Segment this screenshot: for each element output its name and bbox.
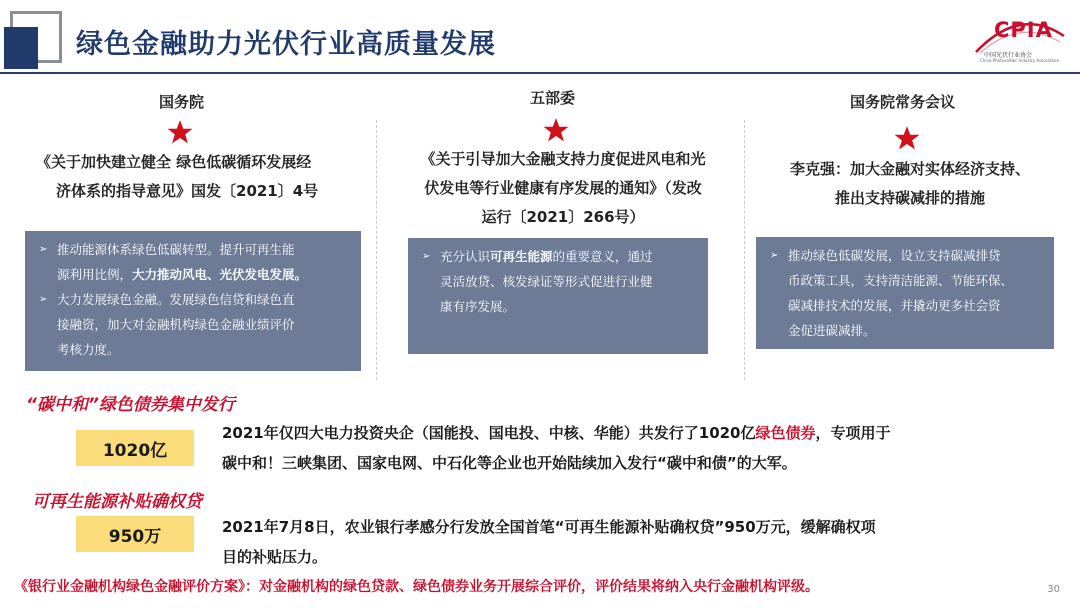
page-number: 30 xyxy=(1047,584,1060,595)
column-3-document-title xyxy=(760,155,1060,213)
bullet-highlight: 可再生能源 xyxy=(490,249,553,264)
bullet-arrow-icon: ➢ xyxy=(39,294,48,305)
description-line: 目的补贴压力。 xyxy=(222,548,328,566)
column-2-document-title xyxy=(398,145,728,232)
bullet-text: 的重要意义，通过 xyxy=(552,249,653,264)
bullet-line xyxy=(57,262,351,287)
bullet-arrow-icon: ➢ xyxy=(770,250,779,261)
bullet-line: 碳减排技术的发展，并撬动更多社会资 xyxy=(788,298,1001,313)
green-bond-section-title: “碳中和”绿色债券集中发行 xyxy=(26,395,235,415)
description-line: 2021年7月8日，农业银行孝感分行发放全国首笔“可再生能源补贴确权贷”950万元，缓解确权项 xyxy=(222,518,876,536)
bullet-line: 考核力度。 xyxy=(57,342,120,357)
bullet-line: 康有序发展。 xyxy=(440,299,516,314)
green-bond-description xyxy=(222,418,1062,478)
document-title-line: 伏发电等行业健康有序发展的通知》（发改 xyxy=(424,179,702,197)
green-bond-highlight: 绿色债券 xyxy=(755,424,816,442)
column-1-source: 国务院 xyxy=(159,93,205,111)
bullet-line: 接融资，加大对金融机构绿色金融业绩评价 xyxy=(57,317,295,332)
document-title-line: 《关于引导加大金融支持力度促进风电和光 xyxy=(420,150,706,168)
column-1-document-title xyxy=(36,148,366,206)
bullet-line: 灵活放贷、核发绿证等形式促进行业健 xyxy=(440,274,653,289)
column-divider xyxy=(376,120,377,380)
header-divider xyxy=(0,72,1080,74)
subsidy-loan-amount-badge: 950万 xyxy=(76,516,194,552)
column-3-summary-panel xyxy=(756,237,1054,349)
bullet-arrow-icon: ➢ xyxy=(39,244,48,255)
bullet-line xyxy=(440,244,698,269)
star-icon xyxy=(167,119,193,145)
description-line xyxy=(222,418,1062,448)
cpia-logo xyxy=(966,10,1076,68)
bullet-line: 币政策工具，支持清洁能源、节能环保、 xyxy=(788,273,1014,288)
star-icon xyxy=(543,117,569,143)
document-title-line: 李克强：加大金融对实体经济支持、 xyxy=(789,160,1030,178)
column-2-summary-panel xyxy=(408,238,708,354)
document-title-line: 《关于加快建立健全 绿色低碳循环发展经 xyxy=(36,153,312,171)
evaluation-scheme-note: 《银行业金融机构绿色金融评价方案》：对金融机构的绿色贷款、绿色债券业务开展综合评价，评价结果将纳入央行金融机构评级。 xyxy=(14,579,819,595)
green-bond-amount-badge: 1020亿 xyxy=(76,430,194,466)
bullet-text: 源利用比例， xyxy=(57,267,133,282)
document-title-line: 济体系的指导意见》国发〔2021〕4号 xyxy=(56,182,319,200)
bullet-highlight: 大力推动风电、光伏发电发展。 xyxy=(132,267,308,282)
logo-text: CPIA xyxy=(994,18,1053,42)
bullet-line: 推动能源体系绿色低碳转型。提升可再生能 xyxy=(57,242,295,257)
logo-chinese-name: 中国光伏行业协会 xyxy=(984,52,1033,59)
column-2-source: 五部委 xyxy=(530,89,576,107)
header-decoration-block xyxy=(4,27,38,69)
bullet-item xyxy=(766,243,1044,343)
subsidy-loan-description xyxy=(222,512,1062,572)
star-icon xyxy=(894,125,920,151)
bullet-line: 推动绿色低碳发展，设立支持碳减排贷 xyxy=(788,248,1001,263)
column-1-summary-panel xyxy=(25,231,361,371)
bullet-line: 大力发展绿色金融。发展绿色信贷和绿色直 xyxy=(57,292,295,307)
bullet-text: 充分认识 xyxy=(440,249,491,264)
logo-english-name: China Photovoltaic Industry Association xyxy=(980,58,1060,63)
description-text: ，专项用于 xyxy=(815,424,891,442)
bullet-item xyxy=(35,237,351,287)
bullet-line: 金促进碳减排。 xyxy=(788,323,876,338)
subsidy-loan-section-title: 可再生能源补贴确权贷 xyxy=(32,492,202,512)
description-text: 2021年仅四大电力投资央企（国能投、国电投、中核、华能）共发行了1020亿 xyxy=(222,424,756,442)
bullet-item xyxy=(35,287,351,362)
document-title-line: 运行〔2021〕266号） xyxy=(481,208,645,226)
bullet-item xyxy=(418,244,698,319)
description-line: 碳中和！三峡集团、国家电网、中石化等企业也开始陆续加入发行“碳中和债”的大军。 xyxy=(222,454,797,472)
column-3-source: 国务院常务会议 xyxy=(850,93,956,111)
slide-title: 绿色金融助力光伏行业高质量发展 xyxy=(76,29,496,60)
document-title-line: 推出支持碳减排的措施 xyxy=(834,189,985,207)
column-divider xyxy=(744,120,745,380)
bullet-arrow-icon: ➢ xyxy=(422,251,431,262)
